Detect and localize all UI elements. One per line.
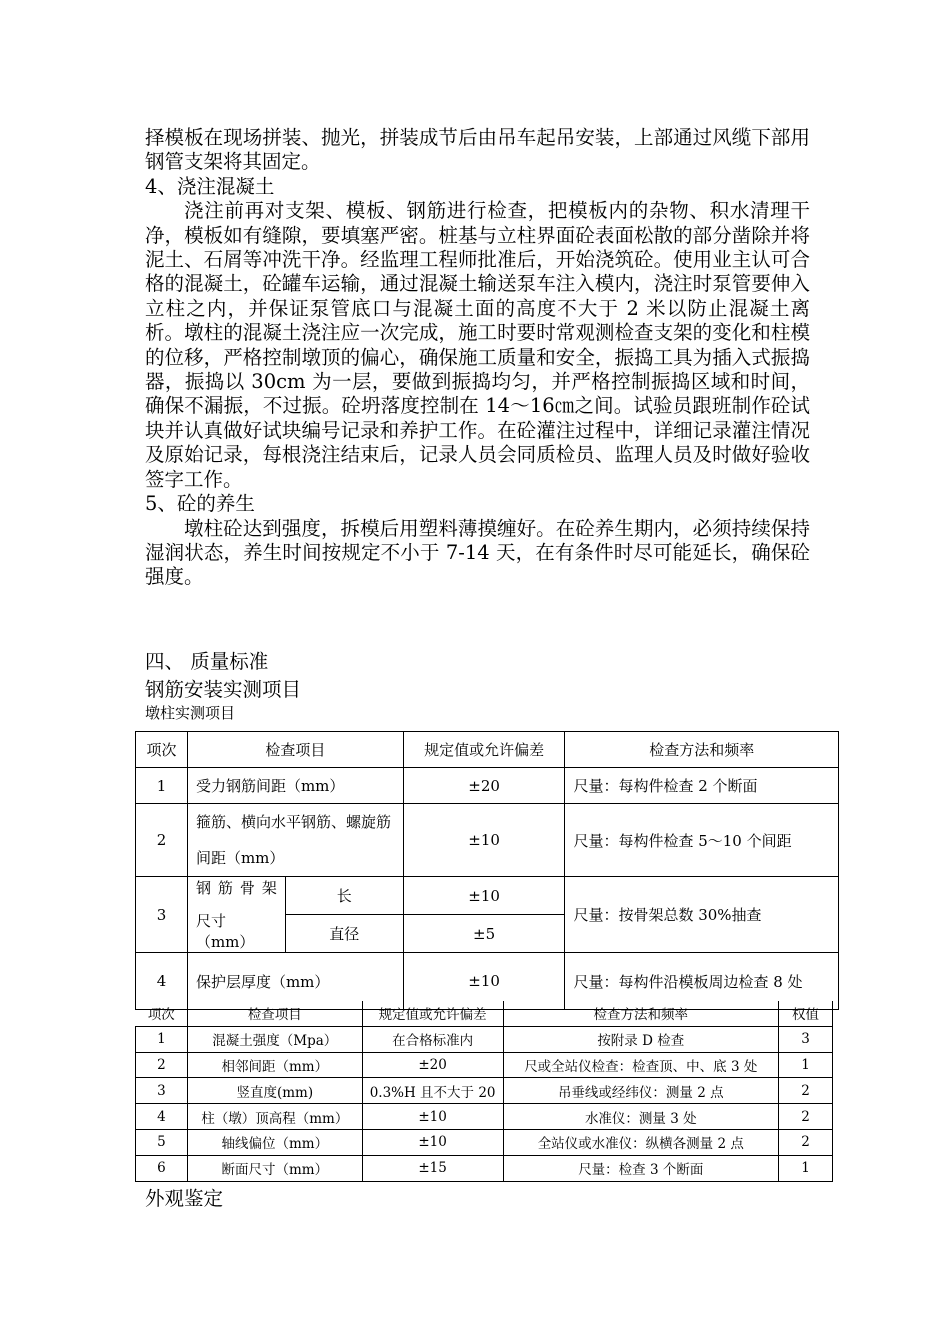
cell-method: 尺量：每构件检查 5～10 个间距 [565,804,839,877]
cell-no: 5 [136,1129,188,1155]
header-cell: 规定值或允许偏差 [403,732,565,768]
cell-value: ±10 [362,1104,503,1130]
cell-item: 断面尺寸（mm） [187,1155,362,1181]
cell-subitem-length: 长 [285,877,403,915]
table-row [136,1104,833,1130]
cell-value: ±10 [403,804,565,877]
cell-weight: 2 [779,1129,833,1155]
cell-value: 在合格标准内 [362,1026,503,1052]
cell-subitem-diameter: 直径 [285,915,403,953]
cell-method: 尺量：检查 3 个断面 [503,1155,779,1181]
subtitle-rebar: 钢筋安装实测项目 [145,678,302,701]
cell-item-line2: 尺寸（mm） [195,912,255,951]
cell-weight: 3 [779,1026,833,1052]
body-text [145,126,810,590]
cell-weight: 1 [779,1052,833,1078]
cell-no: 4 [136,953,188,1010]
table-row [136,1155,833,1181]
header-cell: 检查项目 [187,732,403,768]
cell-no: 1 [136,1026,188,1052]
table-row [136,1052,833,1078]
paragraph-formwork: 择模板在现场拼装、抛光，拼装成节后由吊车起吊安装，上部通过风缆下部用钢管支架将其固定。 [145,126,810,174]
header-cell: 项次 [136,1001,188,1026]
section-title: 四、 质量标准 [145,650,269,673]
rebar-inspection-table [135,731,839,1010]
cell-item: 竖直度(mm) [187,1078,362,1104]
cell-no: 2 [136,1052,188,1078]
cell-method: 全站仪或水准仪：纵横各测量 2 点 [503,1129,779,1155]
appearance-heading: 外观鉴定 [145,1187,224,1210]
paragraph-curing: 墩柱砼达到强度，拆模后用塑料薄摸缠好。在砼养生期内，必须持续保持湿润状态，养生时间按规定不小于 7-14 天，在有条件时尽可能延长，确保砼强度。 [145,516,810,589]
header-cell: 检查项目 [187,1001,362,1026]
header-cell: 权值 [779,1001,833,1026]
cell-method: 吊垂线或经纬仪：测量 2 点 [503,1078,779,1104]
table-row [136,804,839,877]
cell-method: 尺量：每构件沿模板周边检查 8 处 [565,953,839,1010]
cell-weight: 1 [779,1155,833,1181]
cell-weight: 2 [779,1104,833,1130]
cell-item: 轴线偏位（mm） [187,1129,362,1155]
table-header-row [136,1001,833,1026]
cell-method: 尺或全站仪检查：检查顶、中、底 3 处 [503,1052,779,1078]
paragraph-pour-concrete: 浇注前再对支架、模板、钢筋进行检查，把模板内的杂物、积水清理干净，模板如有缝隙，要填塞严密。桩基与立柱界面砼表面松散的部分凿除并将泥土、石屑等冲洗干净。经监理工程师批准后，开始浇筑砼。使用业主认可合格的混凝土，砼罐车运输，通过混凝土输送泵车注入模内，浇注时泵管要伸入立柱之内，并保证泵管底口与混凝土面的高度不大于 2 米以防止混凝土离析。墩柱的混凝土浇注应一次完成，施工时要时常观测检查支架的变化和柱模的位移，严格控制墩顶的偏心，确保施工质量和安全，振捣工具为插入式振捣器，振捣以 30cm 为一层，要做到振捣均匀，并严格控制振捣区域和时间，确保不漏振，不过振。砼坍落度控制在 14～16㎝之间。试验员跟班制作砼试块并认真做好试块编号记录和养护工作。在砼灌注过程中，详细记录灌注情况及原始记录，每根浇注结束后，记录人员会同质检员、监理人员及时做好验收签字工作。 [145,199,810,491]
cell-value: ±20 [362,1052,503,1078]
cell-weight: 2 [779,1078,833,1104]
cell-item: 混凝土强度（Mpa） [187,1026,362,1052]
cell-no: 2 [136,804,188,877]
cell-item [187,877,285,953]
cell-method: 尺量：每构件检查 2 个断面 [565,768,839,804]
header-cell: 检查方法和频率 [503,1001,779,1026]
cell-item: 受力钢筋间距（mm） [187,768,403,804]
table-header-row [136,732,839,768]
cell-item: 柱（墩）顶高程（mm） [187,1104,362,1130]
cell-no: 3 [136,1078,188,1104]
subtitle-pier: 墩柱实测项目 [145,704,236,722]
cell-no: 3 [136,877,188,953]
cell-value: ±20 [403,768,565,804]
cell-item: 保护层厚度（mm） [187,953,403,1010]
cell-value: ±10 [403,953,565,1010]
cell-method: 水准仪：测量 3 处 [503,1104,779,1130]
heading-pour-concrete: 4、浇注混凝土 [145,174,275,198]
header-cell: 项次 [136,732,188,768]
cell-no: 6 [136,1155,188,1181]
pier-inspection-table [135,1001,833,1182]
table-row [136,1078,833,1104]
cell-value: 0.3%H 且不大于 20 [362,1078,503,1104]
header-cell: 规定值或允许偏差 [362,1001,503,1026]
cell-value: ±15 [362,1155,503,1181]
heading-curing: 5、砼的养生 [145,492,255,516]
header-cell: 检查方法和频率 [565,732,839,768]
cell-method: 按附录 D 检查 [503,1026,779,1052]
cell-no: 1 [136,768,188,804]
table-row [136,1026,833,1052]
cell-no: 4 [136,1104,188,1130]
cell-item: 箍筋、横向水平钢筋、螺旋筋间距（mm） [187,804,403,877]
cell-value: ±10 [362,1129,503,1155]
table-row [136,1129,833,1155]
cell-item: 相邻间距（mm） [187,1052,362,1078]
cell-value: ±5 [403,915,565,953]
table-row [136,768,839,804]
cell-item-line1: 钢 筋 骨 架 [195,879,277,897]
cell-method: 尺量：按骨架总数 30%抽查 [565,877,839,953]
table-row [136,877,839,915]
cell-value: ±10 [403,877,565,915]
